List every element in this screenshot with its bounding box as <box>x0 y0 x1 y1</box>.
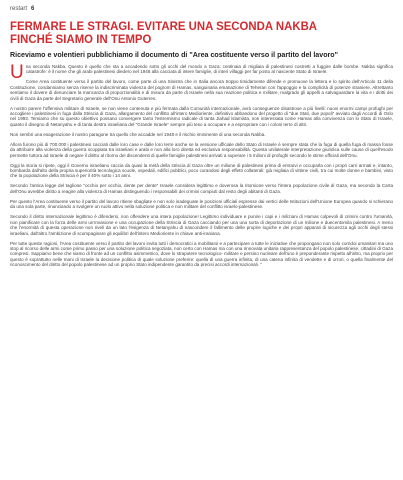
paragraph-2: Come Area costituente verso il partito del lavoro, come parte di una Sinistra che in Italia ancora troppo timidamente difende e promuove la lettera e lo spirito dell'Articolo 11 della Costituzione, condanniamo senza riserve la indiscriminata violenza del pogrom di Hamas, sanguinaria emanazione di Teheran con l'appoggio e la complicità di potenze straniere. Altrettanto sentiamo il dovere di denunciare la mancanza di proporzionalità e di misura da parte di Israele nella sua reazione politica e militare, malgrado gli appelli a salvaguardare la vita e i diritti dei civili di Gaza da parte del Segretario generale dell'Onu Antonio Guterres. <box>10 79 393 101</box>
paragraph-9: Secondo il diritto internazionale legittimo è difendersi, non offendere una intera popolazione! Legittimo individuare e punire i capi e i miliziani di Hamas colpevoli di crimini contro l'umanità, non pianificare con la forza delle armi un'invasione e una occupazione della Striscia di Gaza cacciando per una una sorta di deportazione di un milione e duecentomila palestinesi. A meno che l'enormità di questa operazione non riveli da un lato l'esigenza di Netanyahu di nascondere il fallimento delle proprie logiche e dei propri apparati di sicurezza agli occhi degli stessi israeliani, dall'altro l'ambizione di scompaginare gli equilibri dell'intero Medioriente in chiave anti-iraniana. <box>10 214 393 236</box>
paragraph-1 <box>10 62 393 83</box>
paragraph-4: Non sembri una esagerazione il nostro paragone tra quello che accadde nel 1948 e il rischio imminente di una seconda Nakba. <box>10 131 266 137</box>
page-number: 6 <box>31 6 35 12</box>
page-header <box>10 6 393 14</box>
paragraph-5: Allora furono più di 700.000 i palestinesi cacciati dalle loro case e dalle loro terre anche se la versione ufficiale dello Stato di Israele è sempre stata che la fuga di quella fuga di massa fosse da attribuire alla violenza della guerra scoppiata tra israeliani e arabi e non alla loro diretta ed esclusiva responsabilità. Questa unilaterale interpretazione giuridica sulle cause di quell'esodo permette tuttora ad Israele di negare il diritto al ritorno dei discendenti di quelle famiglie palestinesi arrivati a superare i 5 milioni di profughi secondo le stime ufficiali dell'Onu. <box>10 141 393 158</box>
article-title-line-2: FINCHÉ SIAMO IN TEMPO <box>10 32 152 46</box>
section-name: restart <box>10 6 28 12</box>
paragraph-8: Per questo l'Area costituente verso il partito del lavoro ritiene sbagliate e non solo inadeguate le posizioni ufficiali espresse dai vertici delle Istituzioni dell'Unione Europea quando si schierano da una sola parte, rinunciando a svolgere un ruolo attivo nella soluzione politica e non militare del conflitto israelo-palestinese. <box>10 198 393 210</box>
paragraph-10: Per tutte queste ragioni, l'Area costituente verso il partito del lavoro invita tutti i democratici a mobilitarsi e a partecipare a tutte le iniziative che propongano non solo corridoi umanitari ma uno stop al ricorso delle armi come primo passo per una soluzione politica negoziata, non certo con Hamas ma con una rinnovata unitaria rappresentanza del popolo palestinese, cittadini di Gaza compresi. Sappiamo bene che siamo di fronte ad un conflitto asimmetrico, dove lo strapotere tecnologico- militare e persino nucleare dell'uno è preponderante rispetto all'altro, ma proprio per questo è soprattutto nelle mani di Israele la decisione politica di quale soluzione preferire: quella di una guerra infinita, di una catena infinita di vendette e di orrori, o quella finalmente del riconoscimento del diritto del popolo palestinese ad un proprio Stato indipendente garantito da precisi accordi internazionali. " <box>10 240 393 268</box>
article-subtitle: Riceviamo e volentieri pubblichiamo il documento di "Area costituente verso il partito del lavoro" <box>10 51 338 59</box>
article-body <box>10 64 393 268</box>
paragraph-1-text: na seconda Nakba. Questo è quello che sta a accadendo sotto gli occhi del mondo a Gaza: centinaia di migliaia di palestinesi costretti a fuggire dalle bombe. Nakba significa catastrofe: è il nome che gli arabi palestinesi diedero nel 1948 alla cacciata di intere famiglie, di interi villaggi per far posto al nascente Stato di Israele. <box>25 64 393 75</box>
paragraph-7: Secondo l'antica legge del taglione "occhio per occhio, dente per dente" Israele considera legittimo e doverosa la ritorsione verso l'intera popolazione civile di Gaza, ma secondo la Carta dell'Onu avrebbe diritto a reagire alla violenza di Hamas distinguendo i responsabili dei crimini compiuti dal resto degli abitanti di Gaza. <box>10 183 393 194</box>
drop-cap: U <box>10 62 24 83</box>
article-title <box>10 20 401 46</box>
paragraph-3: A nostro parere l'offensiva militare di Israele, se non viene contenuta e più fermata dalla Comunità internazionale, avrà conseguenze disastrose a più livelli: nuovi enormi campi profughi per accogliere i palestinesi in fuga dalla Striscia di Gaza, allargamento del conflitto all'intero Medioriente, definitivo abbandono del progetto di "due Stati, due popoli" avviato dagli Accordi di Oslo nel 1993. Temiamo che su questo obiettivo possano convergere tanto l'estremismo radicale di tanta Jiahad islamista, non interessata come Hamas alla convivenza con lo Stato di Israele, quanto il disegno di Netanyahu e di tanta destra israeliana del "Grande Israele" sempre più teso a occupare e a espropriare con i coloni terre di altri. <box>10 105 393 127</box>
article-title-line-1: FERMARE LE STRAGI. EVITARE UNA SECONDA NAKBA <box>10 19 318 33</box>
paragraph-6: Oggi la storia si ripete, oggi il Governo israeliano caccia da quasi la metà della striscia di Gaza oltre un milione di palestinesi prima di entrarvi e occuparla con i propri carri armati e, intanto, bombarda dall'alto della propria superiorità tecnologica scuole, ospedali, edifici pubblici, poco curandosi degli effetti collaterali: già migliaia di vittime civili, tra cui molte donne e bambini, visto che la popolazione della Striscia è per il 40% sotto i 14 anni. <box>10 162 393 179</box>
